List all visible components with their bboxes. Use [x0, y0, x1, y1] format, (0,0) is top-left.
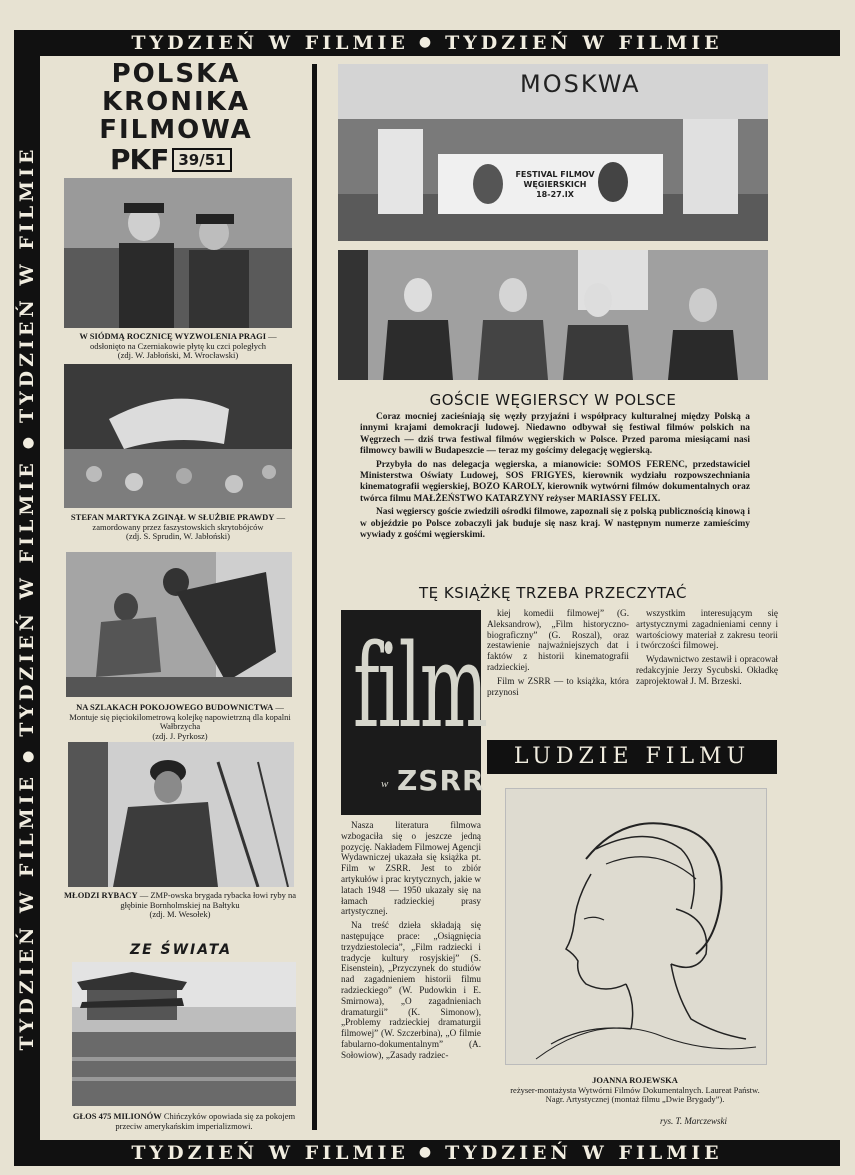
book-cover-w: w [381, 778, 389, 790]
band-text: TYDZIEŃ W FILMIE [445, 1142, 723, 1164]
caption-credit: (zdj. J. Pyrkosz) [152, 730, 208, 741]
article-paragraph: Nasi węgierscy goście zwiedzili ośrodki filmowe, zapoznali się z polską publicznością kinową i w objeździe po Polsce zobaczyli jak buduje się nasz kraj. W następnym numerze zamieścimy wywiady z gośćmi węgierskimi. [360, 507, 750, 541]
portrait-sketch [505, 788, 767, 1065]
book-cover-title: film [353, 618, 486, 754]
photo-funeral [64, 364, 292, 508]
book-cover-zsrr: ZSRR [397, 764, 485, 797]
caption-credit: (zdj. M. Wesołek) [149, 909, 211, 920]
caption-lead: W SIÓDMĄ ROCZNICĘ WYZWOLENIA PRAGI [79, 331, 267, 341]
caption-credit: (zdj. W. Jabłoński, M. Wrocławski) [117, 350, 239, 361]
bottom-band [14, 1140, 840, 1166]
caption-lead: GŁOS 475 MILIONÓW [72, 1111, 162, 1121]
dot-icon: ● [418, 34, 436, 50]
caption-body: — ZMP-owska brygada rybacka łowi ryby na głębinie Bornholmskiej na Bałtyku [120, 890, 297, 910]
pkf-title-line: POLSKA [111, 59, 241, 89]
article-paragraph: wszystkim interesującym się artystycznymi zagadnieniami cenny i wartościowy materiał z zakresu teorii i twórczości filmowej. [636, 608, 778, 651]
caption-body: Chińczyków opowiada się za pokojem przeciw amerykańskim imperializmowi. [115, 1111, 296, 1131]
banner-line: FESTIVAL FILMOV [515, 170, 595, 179]
cinema-banner [505, 170, 605, 200]
caption-martyka [62, 513, 294, 542]
caption-praga [62, 332, 294, 361]
caption-body: — Montuje się pięciokilometrową kolejkę napowietrzną dla kopalni Wałbrzycha [69, 702, 291, 732]
article-paragraph: Na treść dzieła składają się następujące prace: „Osiągnięcia trzydziestolecia”, „Film radziecki i tradycje kultury rosyjskiej” (S. Eisenstein), „Przyczynek do studiów nad zagadnieniem historii filmu radzieckiego” (W. Pudowkin i E. Smirnowa), „O zagadnieniach dramaturgii” (K. Simonow), „Problemy radzieckiej dramaturgii filmowej” (W. Szczerbina), „O filmie fabularno-dokumentalnym” (A. Sołowiow), „Zasady radziec- [341, 920, 481, 1060]
caption-budownictwo [64, 703, 296, 741]
left-band [14, 30, 40, 1166]
photo-hungarian-guests [338, 250, 768, 380]
dot-icon: ● [418, 1144, 436, 1160]
goscie-headline: GOŚCIE WĘGIERSCY W POLSCE [429, 391, 677, 409]
column-rule [312, 64, 317, 1130]
caption-china [66, 1112, 302, 1131]
dot-icon: ● [20, 746, 36, 763]
pkf-title-line: FILMOWA [99, 115, 253, 145]
banner-dates: 18-27.IX [536, 190, 574, 199]
dot-icon: ● [20, 433, 36, 450]
caption-body: — odsłonięto na Czerniakowie płytę ku czci poległych [89, 331, 277, 351]
portrait-credit: rys. T. Marczewski [660, 1116, 727, 1126]
photo-workers [66, 552, 292, 697]
cinema-sign: MOSKWA [520, 70, 641, 98]
top-band [14, 30, 840, 56]
photo-soldiers [64, 178, 292, 328]
article-paragraph: Przybyła do nas delegacja węgierska, a mianowicie: SOMOS FERENC, przedstawiciel Ministerstwa Oświaty Ludowej, SOS FRIGYES, kierownik wydziału rozpowszechniania kinematografii węgierskiej, BOZO KAROLY, kierownik wytwórni filmów dokumentalnych oraz twórca filmu MAŁŻEŃSTWO KATARZYNY reżyser MARIASSY FELIX. [360, 459, 750, 504]
photo-fishermen [68, 742, 294, 887]
caption-rybacy [64, 891, 296, 920]
article-paragraph: Coraz mocniej zacieśniają się węzły przyjaźni i współpracy kulturalnej między Polską a innymi krajami demokracji ludowej. Niedawno odbywał się festiwal filmów polskich na Węgrzech — dziś trwa festiwal filmów węgierskich w Polsce. Przed paroma miesiącami nasi filmowcy bawili w Budapeszcie — teraz my gościmy delegację węgierską. [360, 412, 750, 457]
ksiazka-headline: TĘ KSIĄŻKĘ TRZEBA PRZECZYTAĆ [418, 584, 688, 602]
pkf-logo-text: PKF [110, 143, 169, 176]
ludzie-filmu-heading: LUDZIE FILMU [487, 740, 777, 774]
ksiazka-column-b [487, 608, 629, 700]
article-paragraph: Nasza literatura filmowa wzbogaciła się o jeszcze jedną pozycję. Nakładem Filmowej Agencji Wydawniczej ukazała się książka pt. Film w ZSRR. Jest to zbiór artykułów i prac krytycznych, jakie w latach 1948 — 1950 ukazały się na łamach radzieckiej prasy artystycznej. [341, 820, 481, 917]
portrait-caption [505, 1076, 765, 1105]
band-text: TYDZIEŃ W FILMIE [131, 1142, 409, 1164]
pkf-logo [110, 143, 232, 176]
ze-swiata-heading: ZE ŚWIATA [129, 942, 233, 958]
ksiazka-column-a [341, 820, 481, 1064]
band-text: TYDZIEŃ W FILMIE [16, 772, 38, 1051]
pkf-title [66, 60, 286, 144]
photo-china-rally [72, 962, 296, 1106]
article-paragraph: Film w ZSRR — to książka, która przynosi [487, 675, 629, 697]
goscie-article [360, 412, 750, 543]
ksiazka-column-c [636, 608, 778, 690]
pkf-issue-number: 39/51 [172, 148, 231, 172]
portrait-name: JOANNA ROJEWSKA [592, 1075, 678, 1085]
band-text: TYDZIEŃ W FILMIE [131, 32, 409, 54]
caption-credit: (zdj. S. Sprudin, W. Jabłoński) [126, 531, 230, 542]
caption-lead: STEFAN MARTYKA ZGINĄŁ W SŁUŻBIE PRAWDY [70, 512, 275, 522]
band-text: TYDZIEŃ W FILMIE [445, 32, 723, 54]
band-text: TYDZIEŃ W FILMIE [16, 145, 38, 424]
caption-lead: MŁODZI RYBACY [64, 890, 138, 900]
band-text: TYDZIEŃ W FILMIE [16, 459, 38, 737]
caption-body: — zamordowany przez faszystowskich skrytobójców [92, 512, 286, 532]
pkf-title-line: KRONIKA [102, 87, 250, 117]
book-cover [341, 610, 486, 815]
article-paragraph: kiej komedii filmowej” (G. Aleksandrow), „Film historyczno-biograficzny” (G. Roszal), oraz zestawienie najważniejszych dat i faktów z historii kinematografii radzieckiej. [487, 608, 629, 672]
portrait-description: reżyser-montażysta Wytwórni Filmów Dokumentalnych. Laureat Państw. Nagr. Artystycznej (montaż filmu „Dwie Brygady”). [510, 1084, 760, 1105]
banner-line: WĘGIERSKICH [523, 180, 587, 189]
article-paragraph: Wydawnictwo zestawił i opracował redakcyjnie Jerzy Sycubski. Okładkę zaprojektował J. M. Brzeski. [636, 654, 778, 686]
caption-lead: NA SZLAKACH POKOJOWEGO BUDOWNICTWA [76, 702, 274, 712]
